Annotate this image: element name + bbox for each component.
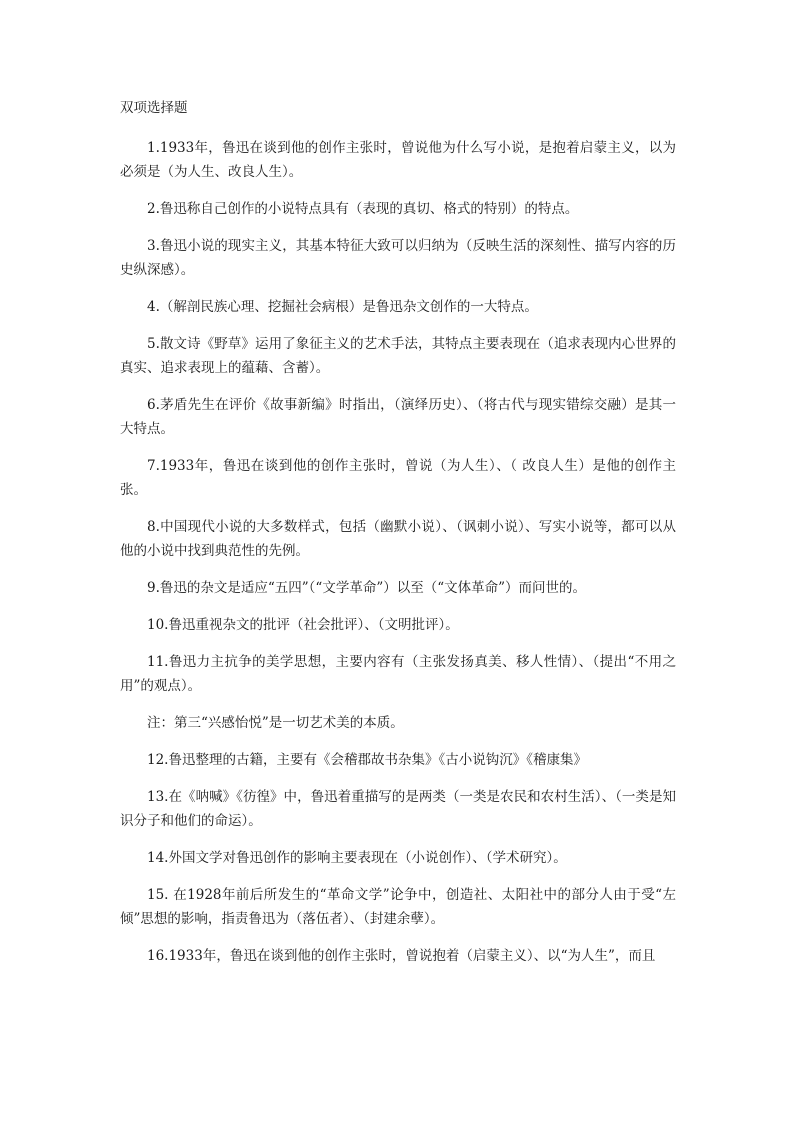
section-heading: 双项选择题 <box>120 100 188 116</box>
question-14: 14.外国文学对鲁迅创作的影响主要表现在（小说创作）、（学术研究）。 <box>147 850 567 866</box>
note-paragraph: 注：第三“兴感怡悦”是一切艺术美的本质。 <box>147 715 404 731</box>
question-8: 8.中国现代小说的大多数样式，包括（幽默小说）、（讽刺小说）、写实小说等，都可以从他的小说中找到典范性的先例。 <box>120 519 676 559</box>
question-7: 7.1933年，鲁迅在谈到他的创作主张时，曾说（为人生）、（ 改良人生）是他的创作主张。 <box>120 458 676 498</box>
question-5: 5.散文诗《野草》运用了象征主义的艺术手法，其特点主要表现在（追求表现内心世界的真实、追求表现上的蕴藉、含蓄）。 <box>120 336 676 376</box>
question-11: 11.鲁迅力主抗争的美学思想，主要内容有（主张发扬真美、移人性情）、（提出“不用之用”的观点）。 <box>120 654 676 694</box>
question-9: 9.鲁迅的杂文是适应“五四”（“文学革命”）以至（“文体革命”）而问世的。 <box>147 580 587 596</box>
question-12: 12.鲁迅整理的古籍，主要有《会稽郡故书杂集》《古小说钩沉》《稽康集》 <box>147 752 587 768</box>
question-1: 1.1933年，鲁迅在谈到他的创作主张时，曾说他为什么写小说，是抱着启蒙主义，以为必须是（为人生、改良人生）。 <box>120 140 676 180</box>
question-3: 3.鲁迅小说的现实主义，其基本特征大致可以归纳为（反映生活的深刻性、描写内容的历史纵深感）。 <box>120 238 676 278</box>
question-15: 15. 在1928年前后所发生的“革命文学”论争中，创造社、太阳社中的部分人由于受“左倾”思想的影响，指责鲁迅为（落伍者）、（封建余孽）。 <box>120 887 676 927</box>
document-page <box>120 96 676 981</box>
question-2: 2.鲁迅称自己创作的小说特点具有（表现的真切、格式的特别）的特点。 <box>147 201 579 217</box>
question-10: 10.鲁迅重视杂文的批评（社会批评）、（文明批评）。 <box>147 617 459 633</box>
question-16: 16.1933年，鲁迅在谈到他的创作主张时，曾说抱着（启蒙主义）、以“为人生”，而且 <box>147 948 656 964</box>
question-6: 6.茅盾先生在评价《故事新编》时指出，（演绎历史）、（将古代与现实错综交融）是其一大特点。 <box>120 397 676 437</box>
question-4: 4.（解剖民族心理、挖掘社会病根）是鲁迅杂文创作的一大特点。 <box>147 299 538 315</box>
question-13: 13.在《呐喊》《彷徨》中，鲁迅着重描写的是两类（一类是农民和农村生活）、（一类是知识分子和他们的命运）。 <box>120 789 676 829</box>
